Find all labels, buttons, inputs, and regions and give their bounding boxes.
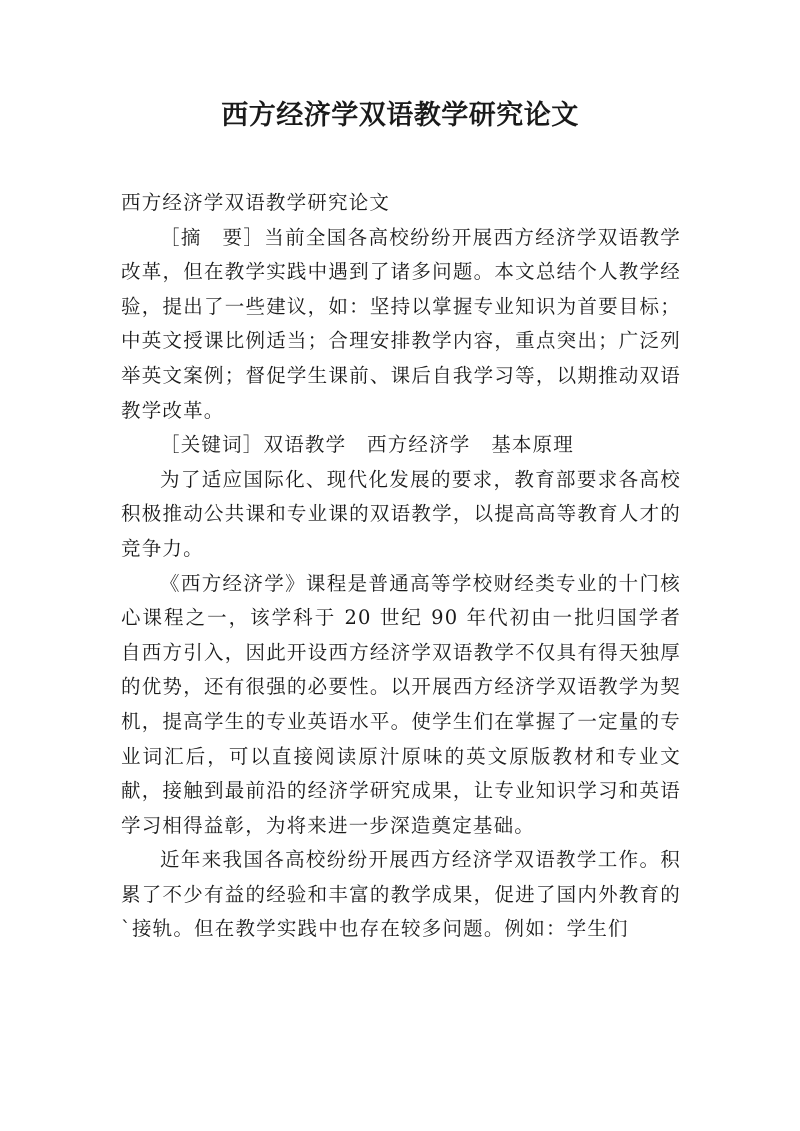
- abstract-paragraph: ［摘 要］当前全国各高校纷纷开展西方经济学双语教学改革，但在教学实践中遇到了诸多问题。本文总结个人教学经验，提出了一些建议，如：坚持以掌握专业知识为首要目标；中英文授课比例适当；合理安排教学内容，重点突出；广泛列举英文案例；督促学生课前、课后自我学习等，以期推动双语教学改革。: [121, 225, 681, 422]
- body-paragraph-1: 为了适应国际化、现代化发展的要求，教育部要求各高校积极推动公共课和专业课的双语教学，以提高高等教育人才的竞争力。: [121, 467, 681, 560]
- body-paragraph-3: 近年来我国各高校纷纷开展西方经济学双语教学工作。积累了不少有益的经验和丰富的教学成果，促进了国内外教育的`接轨。但在教学实践中也存在较多问题。例如：学生们: [121, 848, 681, 941]
- document-body: [121, 186, 681, 947]
- document-subtitle: 西方经济学双语教学研究论文: [121, 191, 391, 214]
- document-title: 西方经济学双语教学研究论文: [221, 100, 579, 131]
- body-paragraph-2: 《西方经济学》课程是普通高等学校财经类专业的十门核心课程之一，该学科于 20 世纪 90 年代初由一批归国学者自西方引入，因此开设西方经济学双语教学不仅具有得天独厚的优势，还有很强的必要性。以开展西方经济学双语教学为契机，提高学生的专业英语水平。使学生们在掌握了一定量的专业词汇后，可以直接阅读原汁原味的英文原版教材和专业文献，接触到最前沿的经济学研究成果，让专业知识学习和英语学习相得益彰，为将来进一步深造奠定基础。: [121, 571, 681, 837]
- keywords-paragraph: ［关键词］双语教学 西方经济学 基本原理: [160, 433, 575, 457]
